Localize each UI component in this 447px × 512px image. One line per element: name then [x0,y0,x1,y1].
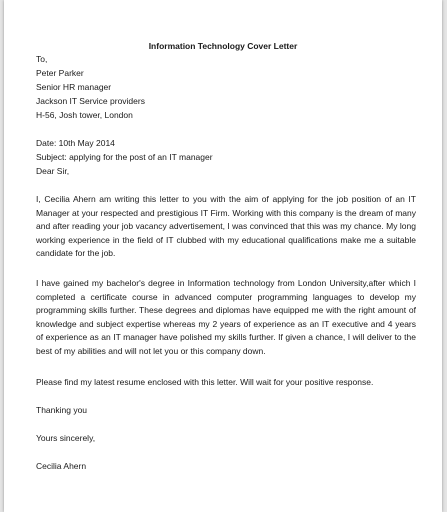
letter-page [4,0,442,512]
recipient-name: Peter Parker [36,68,84,78]
letter-subject: Subject: applying for the post of an IT manager [36,152,213,162]
document-title: Information Technology Cover Letter [148,41,298,51]
thanks-line: Thanking you [36,405,88,415]
closing-line: Yours sincerely, [36,433,96,443]
body-paragraph-2: I have gained my bachelor's degree in Information technology from London University,after which I completed a certificate course in advanced computer programming languages to develop my programming skills further. These degrees and diplomas have equipped me with the right amount of knowledge and subject expertise whereas my 2 years of experience as an IT executive and 4 years of experience as an IT manager have polished my skills further. If given a chance, I will deliver to the best of my abilities and will not let you or this company down. [36,278,416,356]
recipient-address: H-56, Josh tower, London [36,110,133,120]
body-paragraph-1: I, Cecilia Ahern am writing this letter to you with the aim of applying for the job position of an IT Manager at your respected and prestigious IT Firm. Working with this company is the dream of many and after reading your job vacancy advertisement, I was convinced that this was my chance. My long working experience in the field of IT clubbed with my educational qualifications make me a suitable candidate for the job. [36,194,416,258]
salutation: Dear Sir, [36,166,70,176]
letter-date: Date: 10th May 2014 [36,138,115,148]
to-label: To, [36,54,48,64]
signature-name: Cecilia Ahern [36,461,87,471]
recipient-position: Senior HR manager [36,82,112,92]
recipient-company: Jackson IT Service providers [36,96,145,106]
body-paragraph-3: Please find my latest resume enclosed with this letter. Will wait for your positive response. [36,377,374,387]
